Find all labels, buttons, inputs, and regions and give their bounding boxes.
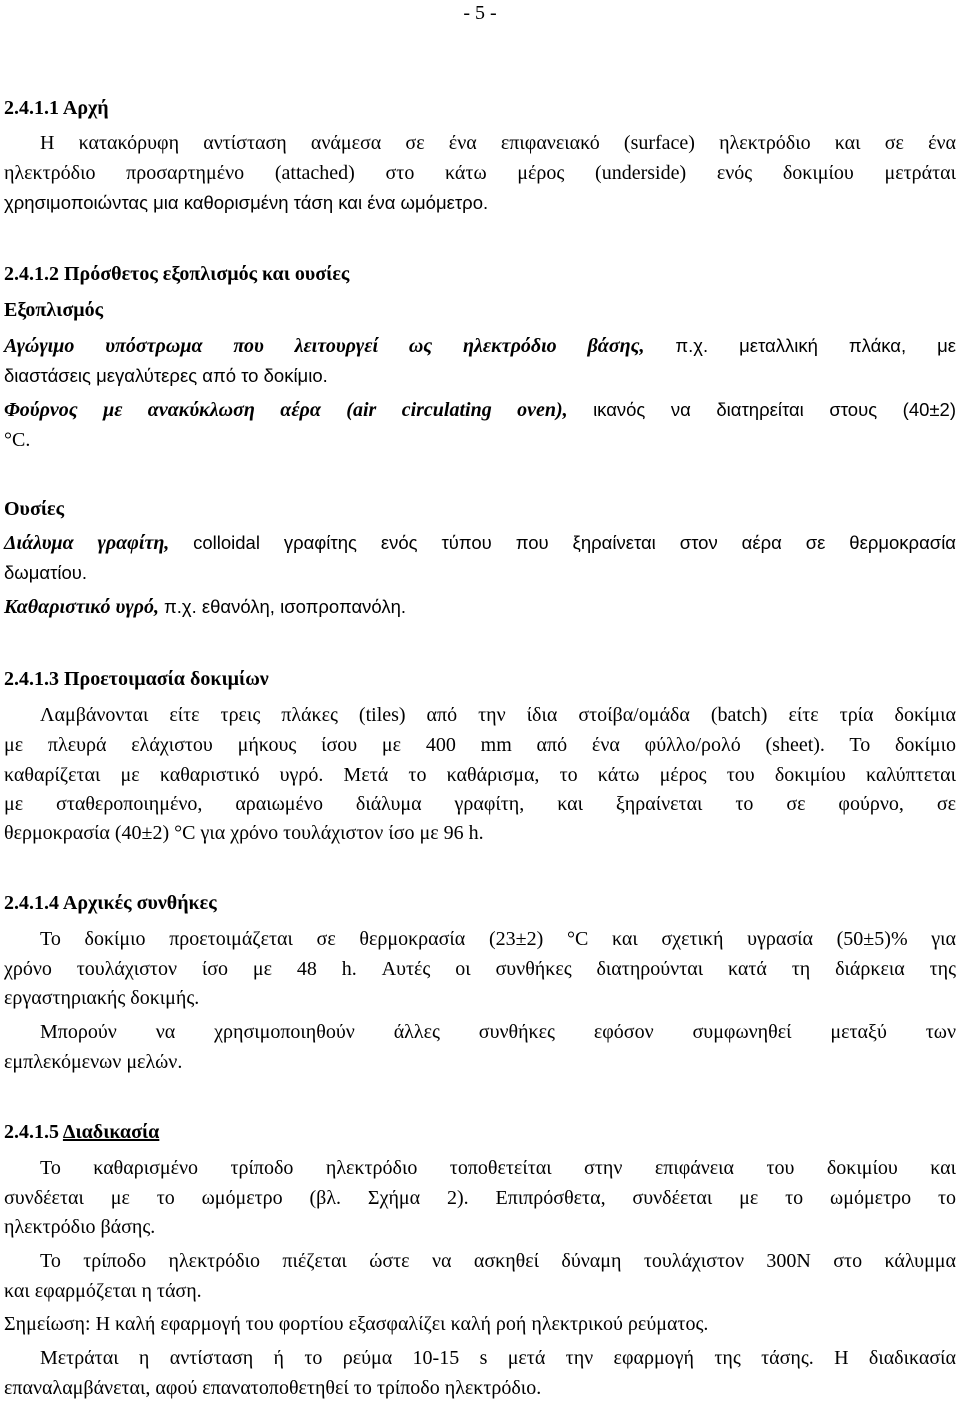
preparation-line-5: θερμοκρασία (40±2) °C για χρόνο τουλάχιστον ίσο με 96 h. bbox=[4, 822, 484, 844]
preparation-line-2: με πλευρά ελάχιστου μήκους ίσου με 400 mm από ένα φύλλο/ρολό (sheet). Το δοκίμιο bbox=[4, 734, 956, 756]
substance-item-2-text: π.χ. εθανόλη, ισοπροπανόλη. bbox=[163, 596, 407, 617]
heading-equipment-substances: 2.4.1.2 Πρόσθετος εξοπλισμός και ουσίες bbox=[4, 263, 350, 285]
equipment-item-2-cont: °C. bbox=[4, 429, 31, 451]
heading-procedure bbox=[4, 1120, 956, 1144]
substance-item-1-term: Διάλυμα γραφίτη, bbox=[4, 532, 170, 554]
substances-title: Ουσίες bbox=[4, 498, 64, 520]
equipment-item-1-term: Αγώγιμο υπόστρωμα που λειτουργεί ως ηλεκτρόδιο βάσης, bbox=[4, 335, 645, 357]
procedure-line-5: και εφαρμόζεται η τάση. bbox=[4, 1280, 202, 1302]
principle-line-3: χρησιμοποιώντας μια καθορισμένη τάση και ένα ωμόμετρο. bbox=[4, 192, 489, 213]
substance-item-1 bbox=[4, 531, 956, 555]
procedure-line-1: Το καθαρισμένο τρίποδο ηλεκτρόδιο τοποθετείται στην επιφάνεια του δοκιμίου και bbox=[40, 1157, 956, 1179]
principle-line-1: Η κατακόρυφη αντίσταση ανάμεσα σε ένα επιφανειακό (surface) ηλεκτρόδιο και σε ένα bbox=[40, 132, 956, 154]
equipment-item-2-term: Φούρνος με ανακύκλωση αέρα (air circulating oven), bbox=[4, 399, 568, 421]
equipment-title: Εξοπλισμός bbox=[4, 299, 104, 321]
principle-line-2: ηλεκτρόδιο προσαρτημένο (attached) στο κάτω μέρος (underside) ενός δοκιμίου μετράται bbox=[4, 162, 956, 184]
conditions-line-5: εμπλεκόμενων μελών. bbox=[4, 1051, 183, 1073]
preparation-line-1: Λαμβάνονται είτε τρεις πλάκες (tiles) από την ίδια στοίβα/ομάδα (batch) είτε τρία δοκίμια bbox=[40, 704, 956, 726]
conditions-line-3: εργαστηριακής δοκιμής. bbox=[4, 987, 200, 1009]
procedure-line-4: Το τρίποδο ηλεκτρόδιο πιέζεται ώστε να ασκηθεί δύναμη τουλάχιστον 300N στο κάλυμμα bbox=[40, 1250, 956, 1272]
heading-procedure-text: 2.4.1.5 Διαδικασία bbox=[4, 1121, 160, 1143]
equipment-item-1-cont: διαστάσεις μεγαλύτερες από το δοκίμιο. bbox=[4, 365, 328, 386]
procedure-line-8: επαναλαμβάνεται, αφού επανατοποθετηθεί το τρίποδο ηλεκτρόδιο. bbox=[4, 1377, 542, 1399]
conditions-line-1: Το δοκίμιο προετοιμάζεται σε θερμοκρασία (23±2) °C και σχετική υγρασία (50±5)% για bbox=[40, 928, 956, 950]
heading-initial-conditions: 2.4.1.4 Αρχικές συνθήκες bbox=[4, 892, 217, 914]
heading-principle: 2.4.1.1 Αρχή bbox=[4, 97, 109, 119]
equipment-item-1-text: π.χ. μεταλλική πλάκα, με bbox=[675, 335, 956, 356]
preparation-line-3: καθαρίζεται με καθαριστικό υγρό. Μετά το καθάρισμα, το κάτω μέρος του δοκιμίου καλύπτεται bbox=[4, 764, 956, 786]
heading-specimen-preparation: 2.4.1.3 Προετοιμασία δοκιμίων bbox=[4, 668, 269, 690]
procedure-line-7: Μετράται η αντίσταση ή το ρεύμα 10-15 s μετά την εφαρμογή της τάσης. Η διαδικασία bbox=[40, 1347, 956, 1369]
page-number: - 5 - bbox=[463, 2, 497, 24]
preparation-line-4: με σταθεροποιημένο, αραιωμένο διάλυμα γραφίτη, και ξηραίνεται το σε φούρνο, σε bbox=[4, 793, 956, 815]
conditions-line-2: χρόνο τουλάχιστον ίσο με 48 h. Αυτές οι συνθήκες διατηρούνται κατά τη διάρκεια της bbox=[4, 958, 957, 980]
equipment-item-2 bbox=[4, 398, 956, 422]
procedure-line-3: ηλεκτρόδιο βάσης. bbox=[4, 1216, 156, 1238]
conditions-line-4: Μπορούν να χρησιμοποιηθούν άλλες συνθήκες εφόσον συμφωνηθεί μεταξύ των bbox=[40, 1021, 956, 1043]
substance-item-2 bbox=[4, 595, 956, 619]
substance-item-2-term: Καθαριστικό υγρό, bbox=[4, 596, 159, 618]
equipment-item-2-text: ικανός να διατηρείται στους (40±2) bbox=[593, 399, 956, 420]
substance-item-1-text: colloidal γραφίτης ενός τύπου που ξηραίνεται στον αέρα σε θερμοκρασία bbox=[193, 532, 956, 553]
substance-item-1-cont: δωματίου. bbox=[4, 562, 88, 583]
procedure-line-2: συνδέεται με το ωμόμετρο (βλ. Σχήμα 2). Επιπρόσθετα, συνδέεται με το ωμόμετρο το bbox=[4, 1187, 956, 1209]
procedure-note: Σημείωση: Η καλή εφαρμογή του φορτίου εξασφαλίζει καλή ροή ηλεκτρικού ρεύματος. bbox=[4, 1313, 709, 1335]
equipment-item-1 bbox=[4, 334, 956, 358]
